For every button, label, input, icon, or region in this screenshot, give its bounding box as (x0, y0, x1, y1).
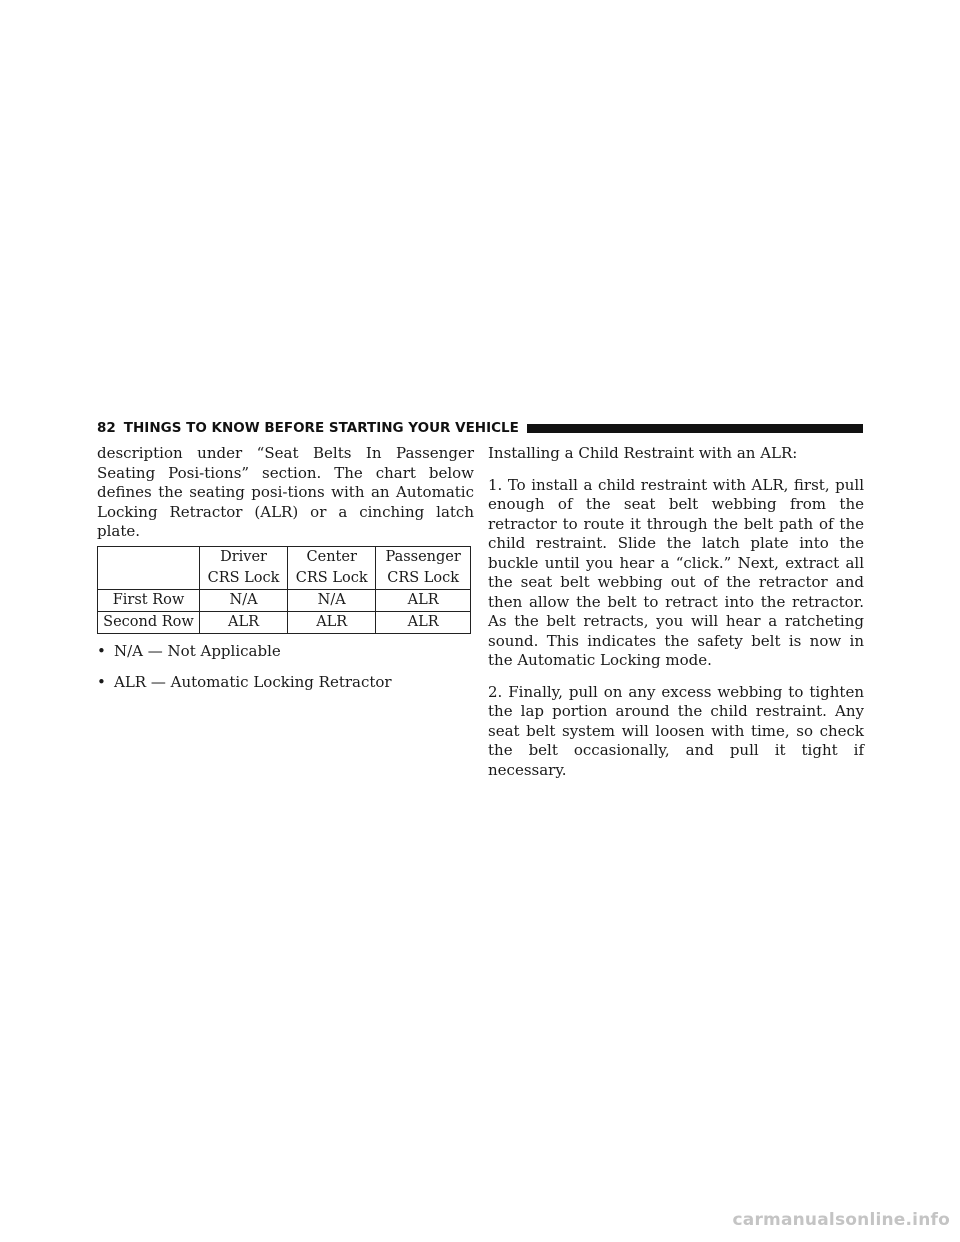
section-title: THINGS TO KNOW BEFORE STARTING YOUR VEHICLE (123, 420, 519, 436)
table-header-cell (98, 546, 200, 568)
intro-paragraph: description under “Seat Belts In Passenger Seating Posi-tions” section. The chart below defines the seating posi-tions with an Automatic Locking Retractor (ALR) or a cinching latch plate. (97, 444, 474, 540)
table-cell: N/A (199, 589, 287, 611)
table-header-row (98, 546, 471, 568)
table-cell: CRS Lock (199, 568, 287, 590)
table-cell: N/A (288, 589, 376, 611)
left-column (97, 444, 474, 705)
table-row (98, 611, 471, 633)
table-row (98, 589, 471, 611)
table-cell (98, 568, 200, 590)
table-cell: ALR (376, 611, 471, 633)
step-1-paragraph: 1. To install a child restraint with ALR, first, pull enough of the seat belt webbing from the retractor to route it through the belt path of the child restraint. Slide the latch plate into the buckle until you hear a “click.” Next, extract all the seat belt webbing out of the retractor and then allow the belt to retract into the retractor. As the belt retracts, you will hear a ratcheting sound. This indicates the safety belt is now in the Automatic Locking mode. (488, 475, 864, 669)
bullet-icon: • (97, 673, 106, 691)
list-item-text: N/A — Not Applicable (114, 641, 281, 660)
watermark: carmanualsonline.info (732, 1210, 950, 1230)
table-cell: ALR (199, 611, 287, 633)
right-column (488, 444, 864, 792)
table-header-cell: Center (288, 546, 376, 568)
list-item (97, 673, 474, 693)
bullet-icon: • (97, 641, 106, 660)
table-cell: CRS Lock (288, 568, 376, 590)
page-number: 82 (97, 420, 116, 436)
table-cell: ALR (288, 611, 376, 633)
legend-list (97, 642, 474, 693)
section-heading: Installing a Child Restraint with an ALR: (488, 444, 798, 462)
list-item (97, 642, 474, 662)
table-row (98, 568, 471, 590)
table-header-cell: Driver (199, 546, 287, 568)
table-cell: Second Row (98, 611, 200, 633)
table-cell: ALR (376, 589, 471, 611)
step-2-paragraph: 2. Finally, pull on any excess webbing to tighten the lap portion around the child restraint. Any seat belt system will loosen with time, so check the belt occasionally, and pull it tight if necessary. (488, 682, 864, 779)
table-header-cell: Passenger (376, 546, 471, 568)
table-cell: CRS Lock (376, 568, 471, 590)
page-header (97, 418, 863, 438)
seating-positions-table (97, 546, 471, 634)
table-cell: First Row (98, 589, 200, 611)
list-item-text: ALR — Automatic Locking Retractor (114, 673, 392, 691)
header-rule (527, 424, 863, 433)
